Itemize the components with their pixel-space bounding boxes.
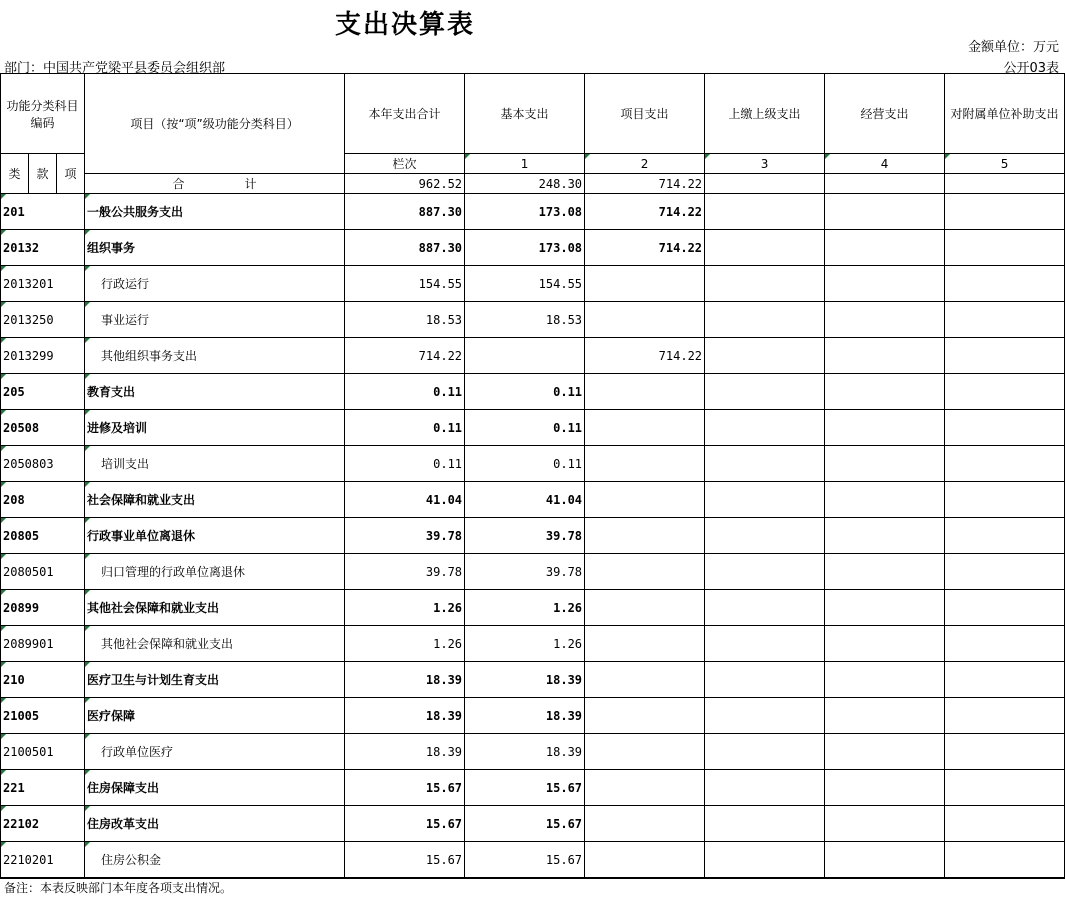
total-c1: 962.52 xyxy=(345,174,465,194)
row-basic-expenditure: 18.53 xyxy=(465,302,585,338)
row-remit-superior xyxy=(705,482,825,518)
row-project-expenditure xyxy=(585,734,705,770)
row-total-expenditure: 887.30 xyxy=(345,230,465,266)
row-total-expenditure: 15.67 xyxy=(345,806,465,842)
row-code: 20508 xyxy=(1,410,85,446)
row-total-expenditure: 18.39 xyxy=(345,662,465,698)
row-remit-superior xyxy=(705,194,825,230)
row-subsidy-affiliated xyxy=(945,806,1065,842)
row-basic-expenditure: 0.11 xyxy=(465,446,585,482)
row-code: 20132 xyxy=(1,230,85,266)
row-name: 其他社会保障和就业支出 xyxy=(85,590,345,626)
row-basic-expenditure: 39.78 xyxy=(465,554,585,590)
row-code: 2089901 xyxy=(1,626,85,662)
row-basic-expenditure: 173.08 xyxy=(465,230,585,266)
row-total-expenditure: 0.11 xyxy=(345,374,465,410)
table-row xyxy=(1,590,1065,626)
page-title: 支出决算表 xyxy=(334,10,475,40)
row-basic-expenditure: 18.39 xyxy=(465,734,585,770)
row-project-expenditure: 714.22 xyxy=(585,338,705,374)
header-subsidy-affiliated: 对附属单位补助支出 xyxy=(945,74,1065,154)
row-basic-expenditure: 39.78 xyxy=(465,518,585,554)
row-remit-superior xyxy=(705,230,825,266)
row-subsidy-affiliated xyxy=(945,446,1065,482)
row-project-expenditure xyxy=(585,662,705,698)
row-name: 事业运行 xyxy=(85,302,345,338)
row-business-expenditure xyxy=(825,698,945,734)
amount-unit: 金额单位：万元 xyxy=(967,40,1059,55)
row-subsidy-affiliated xyxy=(945,626,1065,662)
table-row xyxy=(1,266,1065,302)
row-remit-superior xyxy=(705,734,825,770)
table-row xyxy=(1,302,1065,338)
row-subsidy-affiliated xyxy=(945,770,1065,806)
total-label: 合 计 xyxy=(85,174,345,194)
row-remit-superior xyxy=(705,590,825,626)
row-remit-superior xyxy=(705,626,825,662)
row-basic-expenditure: 41.04 xyxy=(465,482,585,518)
row-name: 进修及培训 xyxy=(85,410,345,446)
header-code: 功能分类科目编码 xyxy=(1,74,85,154)
total-c3: 714.22 xyxy=(585,174,705,194)
table-row xyxy=(1,194,1065,230)
form-number: 公开03表 xyxy=(1003,61,1059,76)
row-project-expenditure xyxy=(585,842,705,879)
row-name: 教育支出 xyxy=(85,374,345,410)
header-remit-superior: 上缴上级支出 xyxy=(705,74,825,154)
row-name: 社会保障和就业支出 xyxy=(85,482,345,518)
row-total-expenditure: 39.78 xyxy=(345,518,465,554)
row-subsidy-affiliated xyxy=(945,590,1065,626)
row-remit-superior xyxy=(705,770,825,806)
header-project-expenditure: 项目支出 xyxy=(585,74,705,154)
row-project-expenditure xyxy=(585,698,705,734)
row-remit-superior xyxy=(705,266,825,302)
row-subsidy-affiliated xyxy=(945,374,1065,410)
total-c2: 248.30 xyxy=(465,174,585,194)
row-code: 2013299 xyxy=(1,338,85,374)
table-row xyxy=(1,230,1065,266)
table-row xyxy=(1,518,1065,554)
row-name: 行政运行 xyxy=(85,266,345,302)
row-business-expenditure xyxy=(825,842,945,879)
row-project-expenditure xyxy=(585,806,705,842)
col-num-1: 1 xyxy=(465,154,585,174)
row-business-expenditure xyxy=(825,518,945,554)
row-total-expenditure: 154.55 xyxy=(345,266,465,302)
row-basic-expenditure: 18.39 xyxy=(465,662,585,698)
row-code: 2013250 xyxy=(1,302,85,338)
row-total-expenditure: 1.26 xyxy=(345,626,465,662)
row-project-expenditure xyxy=(585,770,705,806)
row-total-expenditure: 714.22 xyxy=(345,338,465,374)
row-total-expenditure: 41.04 xyxy=(345,482,465,518)
row-project-expenditure xyxy=(585,302,705,338)
row-code: 2013201 xyxy=(1,266,85,302)
table-row xyxy=(1,338,1065,374)
row-business-expenditure xyxy=(825,806,945,842)
row-project-expenditure xyxy=(585,590,705,626)
row-total-expenditure: 0.11 xyxy=(345,410,465,446)
row-name: 组织事务 xyxy=(85,230,345,266)
row-name: 住房改革支出 xyxy=(85,806,345,842)
row-project-expenditure: 714.22 xyxy=(585,230,705,266)
row-code: 21005 xyxy=(1,698,85,734)
table-row xyxy=(1,482,1065,518)
row-basic-expenditure: 0.11 xyxy=(465,410,585,446)
table-row xyxy=(1,374,1065,410)
row-code: 210 xyxy=(1,662,85,698)
row-business-expenditure xyxy=(825,554,945,590)
row-business-expenditure xyxy=(825,770,945,806)
footnote: 备注：本表反映部门本年度各项支出情况。 xyxy=(4,881,233,895)
row-business-expenditure xyxy=(825,734,945,770)
row-business-expenditure xyxy=(825,302,945,338)
row-total-expenditure: 0.11 xyxy=(345,446,465,482)
row-project-expenditure xyxy=(585,554,705,590)
row-total-expenditure: 15.67 xyxy=(345,842,465,879)
row-project-expenditure xyxy=(585,518,705,554)
header-xiang: 项 xyxy=(57,154,85,194)
total-c5 xyxy=(825,174,945,194)
row-code: 2080501 xyxy=(1,554,85,590)
table-row xyxy=(1,842,1065,879)
total-c6 xyxy=(945,174,1065,194)
row-basic-expenditure: 1.26 xyxy=(465,626,585,662)
row-remit-superior xyxy=(705,806,825,842)
header-item: 项目（按“项”级功能分类科目） xyxy=(85,74,345,174)
row-remit-superior xyxy=(705,338,825,374)
row-subsidy-affiliated xyxy=(945,230,1065,266)
col-num-5: 5 xyxy=(945,154,1065,174)
row-code: 201 xyxy=(1,194,85,230)
header-basic-expenditure: 基本支出 xyxy=(465,74,585,154)
total-c4 xyxy=(705,174,825,194)
col-num-2: 2 xyxy=(585,154,705,174)
row-subsidy-affiliated xyxy=(945,734,1065,770)
row-business-expenditure xyxy=(825,482,945,518)
row-subsidy-affiliated xyxy=(945,842,1065,879)
table-row xyxy=(1,698,1065,734)
row-basic-expenditure xyxy=(465,338,585,374)
row-subsidy-affiliated xyxy=(945,518,1065,554)
row-basic-expenditure: 18.39 xyxy=(465,698,585,734)
row-remit-superior xyxy=(705,662,825,698)
row-code: 22102 xyxy=(1,806,85,842)
row-total-expenditure: 15.67 xyxy=(345,770,465,806)
row-name: 行政事业单位离退休 xyxy=(85,518,345,554)
table-row xyxy=(1,734,1065,770)
row-code: 2210201 xyxy=(1,842,85,879)
row-name: 医疗保障 xyxy=(85,698,345,734)
row-remit-superior xyxy=(705,446,825,482)
row-subsidy-affiliated xyxy=(945,482,1065,518)
header-total-expenditure: 本年支出合计 xyxy=(345,74,465,154)
row-business-expenditure xyxy=(825,410,945,446)
row-project-expenditure: 714.22 xyxy=(585,194,705,230)
row-total-expenditure: 39.78 xyxy=(345,554,465,590)
row-subsidy-affiliated xyxy=(945,698,1065,734)
row-remit-superior xyxy=(705,554,825,590)
col-num-4: 4 xyxy=(825,154,945,174)
row-business-expenditure xyxy=(825,194,945,230)
row-code: 205 xyxy=(1,374,85,410)
row-code: 20899 xyxy=(1,590,85,626)
row-subsidy-affiliated xyxy=(945,410,1065,446)
row-name: 行政单位医疗 xyxy=(85,734,345,770)
row-business-expenditure xyxy=(825,338,945,374)
row-name: 一般公共服务支出 xyxy=(85,194,345,230)
department-label: 部门：中国共产党梁平县委员会组织部 xyxy=(4,61,226,76)
row-name: 住房公积金 xyxy=(85,842,345,879)
row-project-expenditure xyxy=(585,482,705,518)
row-remit-superior xyxy=(705,302,825,338)
row-name: 医疗卫生与计划生育支出 xyxy=(85,662,345,698)
row-name: 住房保障支出 xyxy=(85,770,345,806)
row-basic-expenditure: 15.67 xyxy=(465,842,585,879)
row-business-expenditure xyxy=(825,626,945,662)
row-subsidy-affiliated xyxy=(945,194,1065,230)
row-remit-superior xyxy=(705,410,825,446)
row-total-expenditure: 18.39 xyxy=(345,698,465,734)
row-name: 其他组织事务支出 xyxy=(85,338,345,374)
expenditure-table xyxy=(0,73,1065,879)
row-code: 2100501 xyxy=(1,734,85,770)
table-row xyxy=(1,446,1065,482)
row-total-expenditure: 18.39 xyxy=(345,734,465,770)
row-project-expenditure xyxy=(585,410,705,446)
row-project-expenditure xyxy=(585,266,705,302)
row-remit-superior xyxy=(705,698,825,734)
col-num-3: 3 xyxy=(705,154,825,174)
row-name: 其他社会保障和就业支出 xyxy=(85,626,345,662)
row-project-expenditure xyxy=(585,626,705,662)
row-code: 208 xyxy=(1,482,85,518)
header-lei: 类 xyxy=(1,154,29,194)
row-code: 20805 xyxy=(1,518,85,554)
row-subsidy-affiliated xyxy=(945,554,1065,590)
row-basic-expenditure: 173.08 xyxy=(465,194,585,230)
row-basic-expenditure: 15.67 xyxy=(465,770,585,806)
row-business-expenditure xyxy=(825,374,945,410)
row-code: 2050803 xyxy=(1,446,85,482)
row-project-expenditure xyxy=(585,374,705,410)
row-total-expenditure: 887.30 xyxy=(345,194,465,230)
row-subsidy-affiliated xyxy=(945,266,1065,302)
row-name: 培训支出 xyxy=(85,446,345,482)
row-name: 归口管理的行政单位离退休 xyxy=(85,554,345,590)
table-row xyxy=(1,662,1065,698)
table-row xyxy=(1,554,1065,590)
table-row xyxy=(1,626,1065,662)
table-row xyxy=(1,806,1065,842)
table-row xyxy=(1,410,1065,446)
row-subsidy-affiliated xyxy=(945,302,1065,338)
row-business-expenditure xyxy=(825,230,945,266)
row-remit-superior xyxy=(705,374,825,410)
row-basic-expenditure: 1.26 xyxy=(465,590,585,626)
header-lanci: 栏次 xyxy=(345,154,465,174)
row-subsidy-affiliated xyxy=(945,338,1065,374)
row-business-expenditure xyxy=(825,266,945,302)
row-basic-expenditure: 154.55 xyxy=(465,266,585,302)
row-business-expenditure xyxy=(825,590,945,626)
row-basic-expenditure: 0.11 xyxy=(465,374,585,410)
table-row xyxy=(1,770,1065,806)
row-total-expenditure: 1.26 xyxy=(345,590,465,626)
row-subsidy-affiliated xyxy=(945,662,1065,698)
row-remit-superior xyxy=(705,842,825,879)
header-kuan: 款 xyxy=(29,154,57,194)
row-basic-expenditure: 15.67 xyxy=(465,806,585,842)
row-project-expenditure xyxy=(585,446,705,482)
row-remit-superior xyxy=(705,518,825,554)
row-business-expenditure xyxy=(825,446,945,482)
row-code: 221 xyxy=(1,770,85,806)
row-business-expenditure xyxy=(825,662,945,698)
header-business-expenditure: 经营支出 xyxy=(825,74,945,154)
row-total-expenditure: 18.53 xyxy=(345,302,465,338)
